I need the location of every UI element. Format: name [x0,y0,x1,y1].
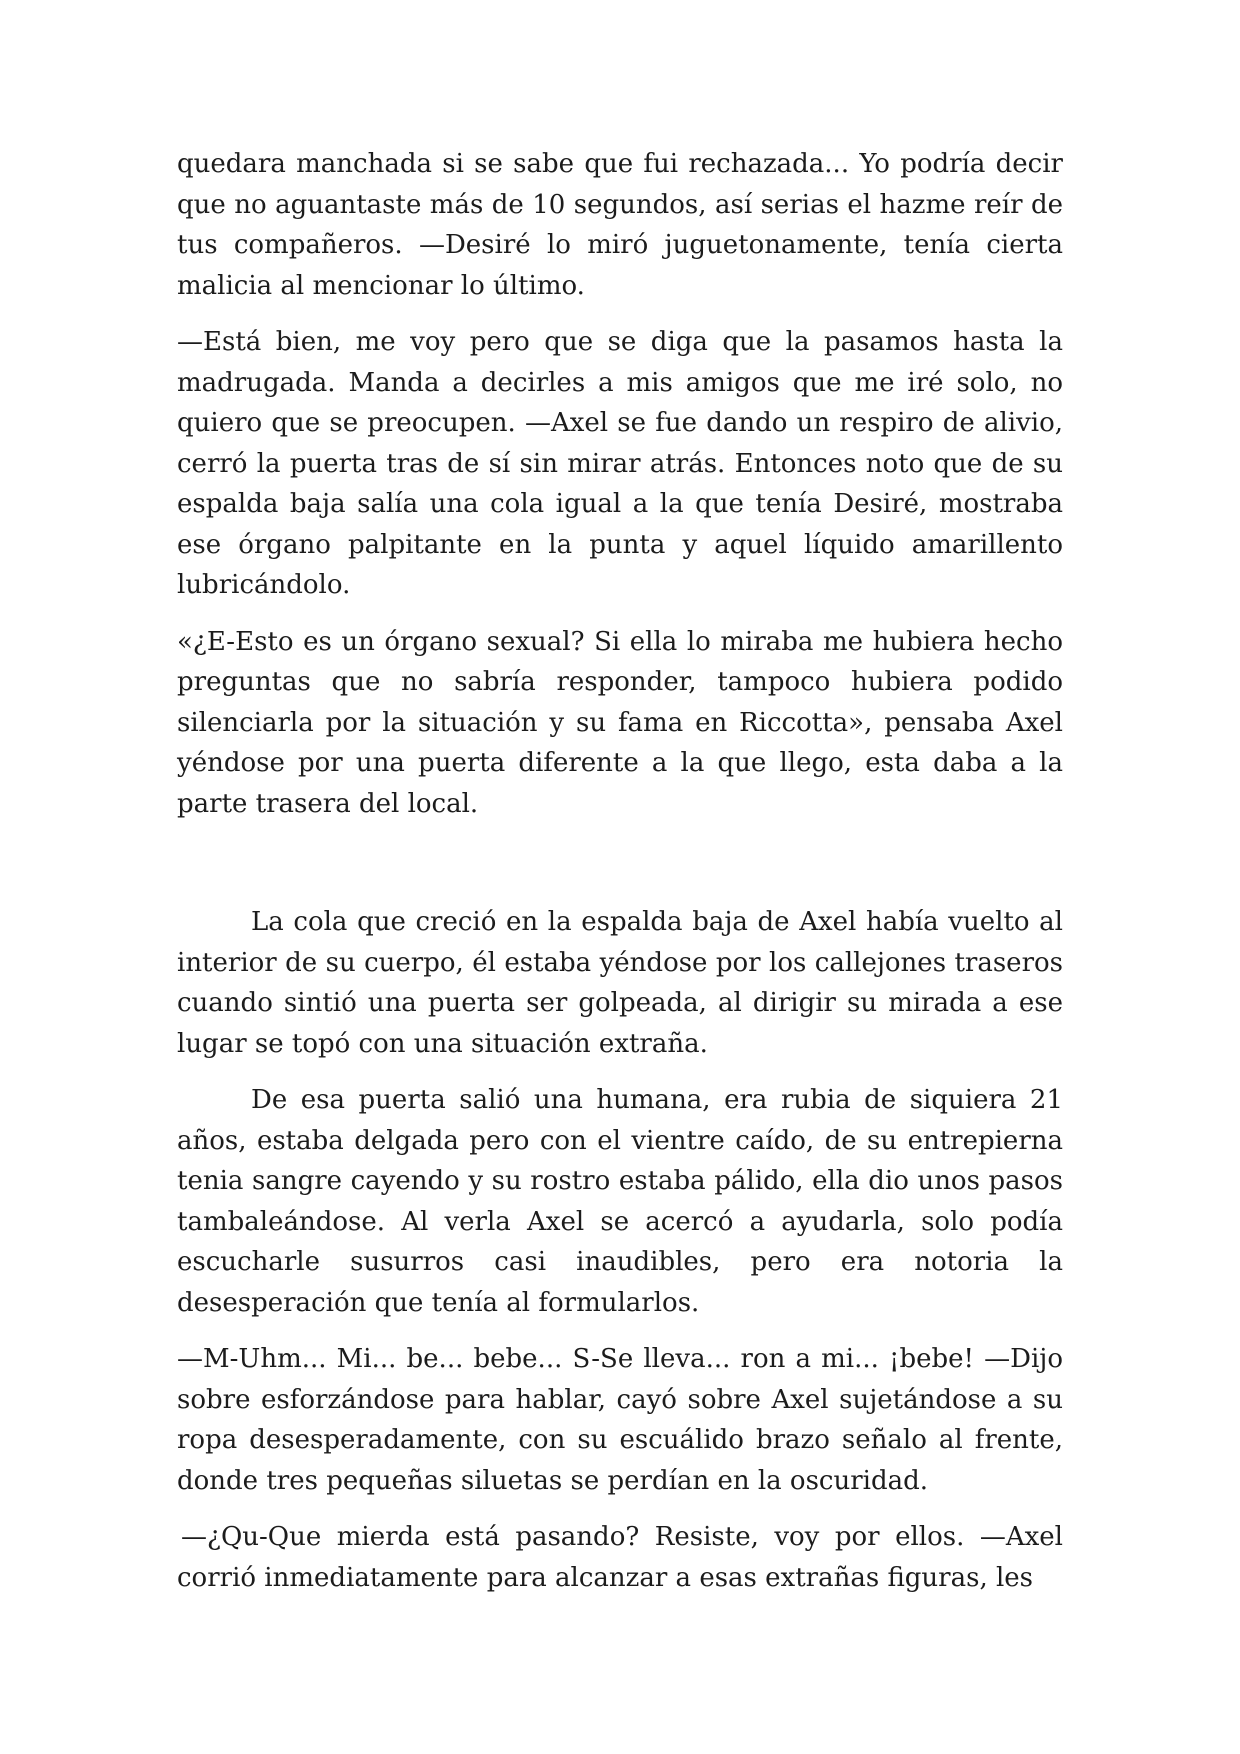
paragraph-3: «¿E-Esto es un órgano sexual? Si ella lo miraba me hubiera hecho preguntas que no sabría responder, tampoco hubiera podido silenciarla por la situación y su fama en Riccotta», pensaba Axel yéndose por una puerta diferente a la que llego, esta daba a la parte trasera del local. [177,626,1063,819]
paragraph-1: quedara manchada si se sabe que fui rechazada... Yo podría decir que no aguantaste más de 10 segundos, así serias el hazme reír de tus compañeros. —Desiré lo miró juguetonamente, tenía cierta malicia al mencionar lo último. [177,149,1063,301]
paragraph-2: —Está bien, me voy pero que se diga que la pasamos hasta la madrugada. Manda a decirles a mis amigos que me iré solo, no quiero que se preocupen. —Axel se fue dando un respiro de alivio, cerró la puerta tras de sí sin mirar atrás. Entonces noto que de su espalda baja salía una cola igual a la que tenía Desiré, mostraba ese órgano palpitante en la punta y aquel líquido amarillento lubricándolo. [177,327,1063,600]
paragraph-6: —M-Uhm... Mi... be... bebe... S-Se lleva... ron a mi... ¡bebe! —Dijo sobre esforzándose para hablar, cayó sobre Axel sujetándose a su ropa desesperadamente, con su escuálido brazo señalo al frente, donde tres pequeñas siluetas se perdían en la oscuridad. [177,1344,1063,1496]
paragraph-7: —¿Qu-Que mierda está pasando? Resiste, voy por ellos. —Axel corrió inmediatamente para alcanzar a esas extrañas figuras, les [177,1522,1063,1593]
paragraph-5: De esa puerta salió una humana, era rubia de siquiera 21 años, estaba delgada pero con el vientre caído, de su entrepierna tenia sangre cayendo y su rostro estaba pálido, ella dio unos pasos tambaleándose. Al verla Axel se acercó a ayudarla, solo podía escucharle susurros casi inaudibles, pero era notoria la desesperación que tenía al formularlos. [177,1085,1063,1318]
section-break [177,840,1063,902]
body-text [177,144,1063,1614]
paragraph-4: La cola que creció en la espalda baja de Axel había vuelto al interior de su cuerpo, él estaba yéndose por los callejones traseros cuando sintió una puerta ser golpeada, al dirigir su mirada a ese lugar se topó con una situación extraña. [177,907,1063,1059]
